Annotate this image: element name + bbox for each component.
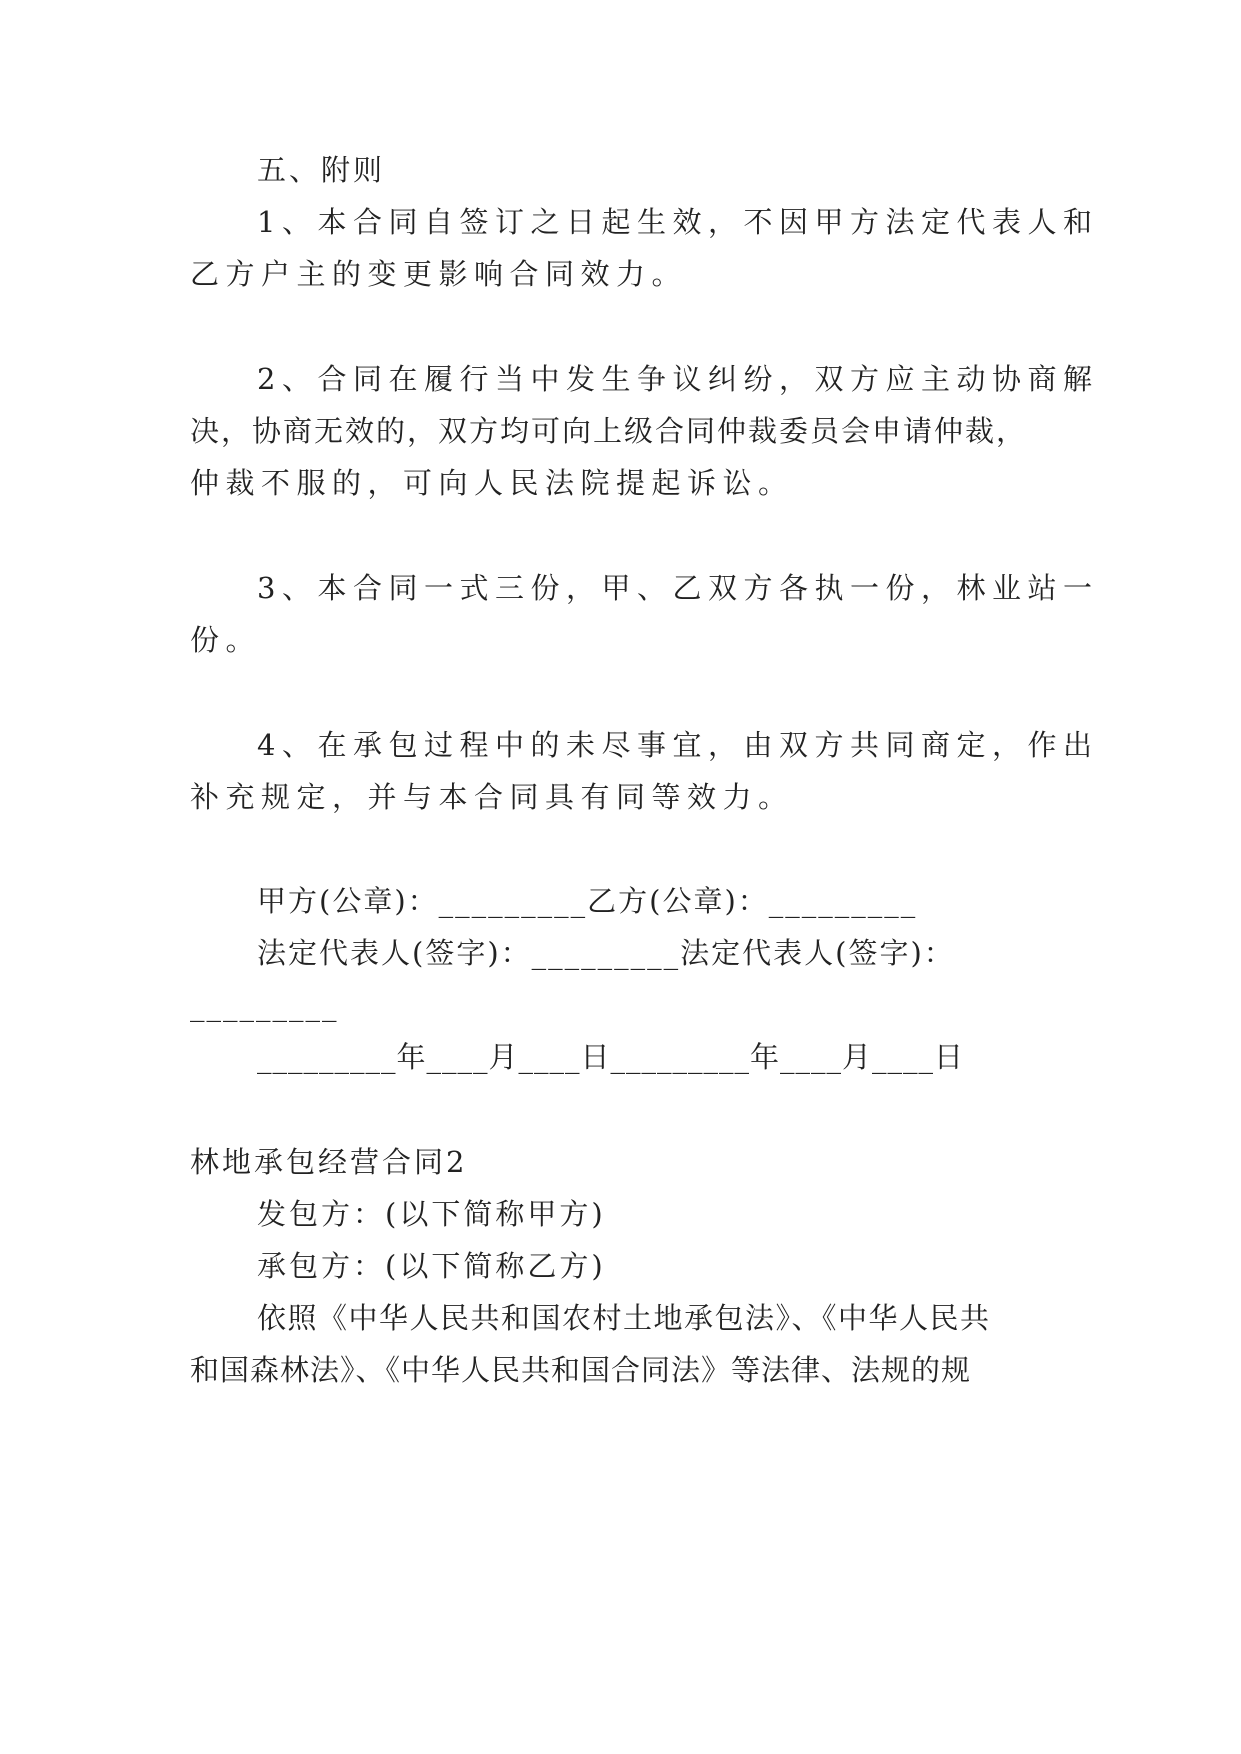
legal-basis-line-2: 和国森林法》、《中华人民共和国合同法》等法律、法规的规	[190, 1353, 972, 1387]
clause-2-line-2: 决，协商无效的，双方均可向上级合同仲裁委员会申请仲裁，	[190, 414, 1028, 448]
signature-seals-line: 甲方(公章)：_________乙方(公章)：_________	[257, 884, 918, 918]
clause-4-line-2: 补充规定，并与本合同具有同等效力。	[190, 780, 794, 814]
clause-4-line-1: 4、在承包过程中的未尽事宜，由双方共同商定，作出	[257, 728, 1099, 762]
clause-3-line-1: 3、本合同一式三份，甲、乙双方各执一份，林业站一	[257, 571, 1099, 605]
party-b-line: 承包方：(以下简称乙方)	[257, 1249, 606, 1283]
clause-1-line-2: 乙方户主的变更影响合同效力。	[190, 257, 688, 291]
clause-2-line-3: 仲裁不服的，可向人民法院提起诉讼。	[190, 466, 794, 500]
party-a-line: 发包方：(以下简称甲方)	[257, 1197, 606, 1231]
signature-representatives-line: 法定代表人(签字)：_________法定代表人(签字)：	[257, 936, 955, 970]
legal-basis-line-1: 依照《中华人民共和国农村土地承包法》、《中华人民共	[257, 1301, 991, 1335]
clause-2-line-1: 2、合同在履行当中发生争议纠纷，双方应主动协商解	[257, 362, 1099, 396]
section-heading: 五、附则	[257, 153, 386, 187]
clause-3-line-2: 份。	[190, 623, 262, 657]
contract-2-title: 林地承包经营合同2	[190, 1145, 468, 1179]
signature-representatives-continued: _________	[190, 988, 339, 1022]
clause-1-line-1: 1、本合同自签订之日起生效，不因甲方法定代表人和	[257, 205, 1099, 239]
signature-dates-line: _________年____月____日_________年____月____日	[257, 1040, 965, 1074]
